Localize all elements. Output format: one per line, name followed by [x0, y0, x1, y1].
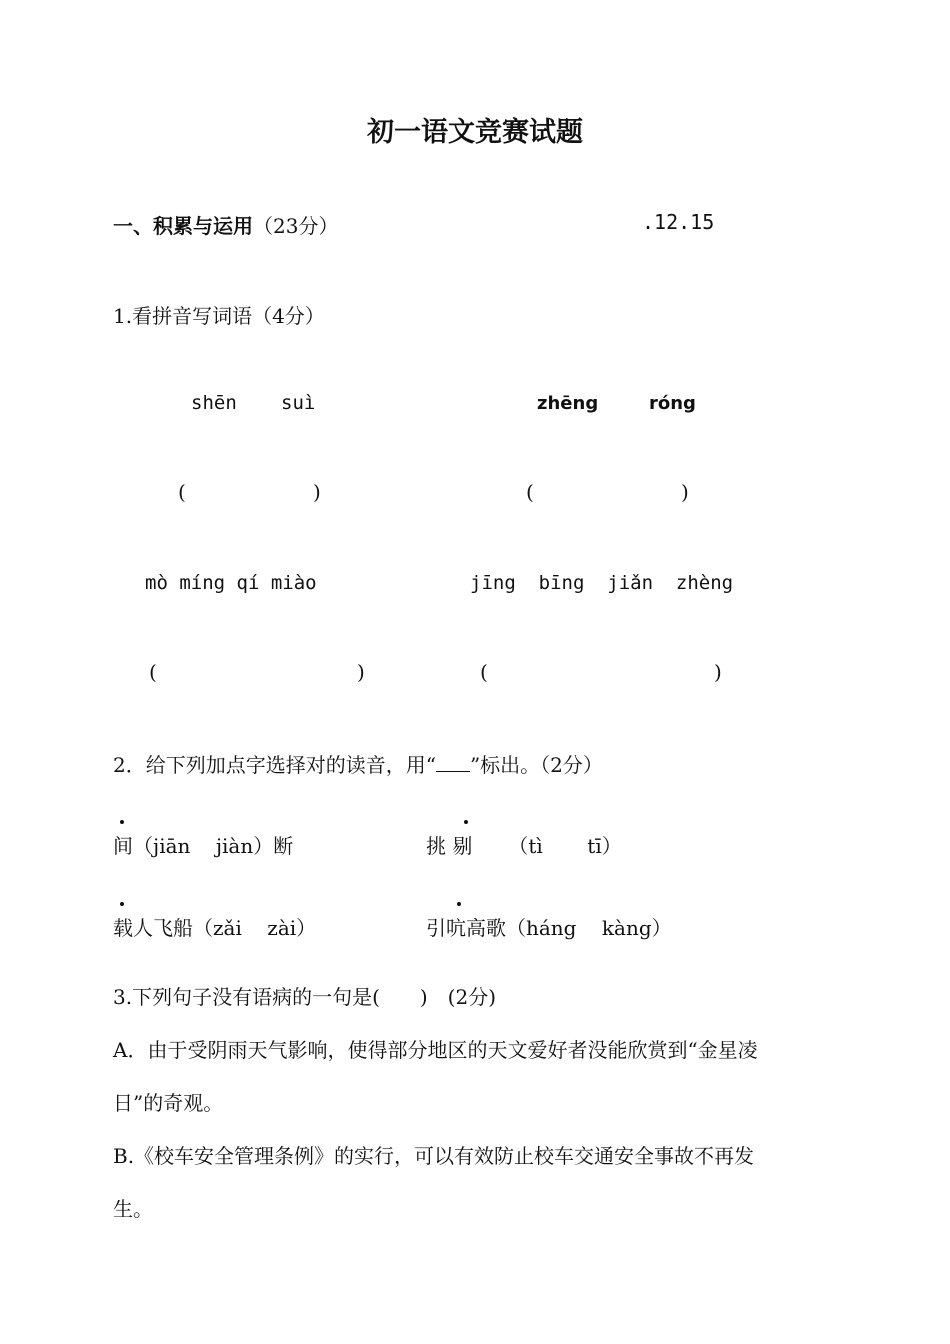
emphasis-dot — [120, 902, 124, 906]
page-title: 初一语文竞赛试题 — [367, 117, 583, 148]
answer-paren-open: ( — [149, 660, 157, 684]
answer-paren-open: ( — [178, 480, 186, 504]
pinyin-mo-ming-qi-miao: mò míng qí miào — [145, 572, 317, 594]
q2-item-3 — [113, 912, 316, 941]
answer-paren-open: ( — [526, 480, 534, 504]
exam-date: .12.15 — [642, 210, 715, 234]
q2-item-3-options: （zǎi zài） — [193, 916, 317, 940]
option-a-line1: A．由于受阴雨天气影响，使得部分地区的天文爱好者没能欣赏到“金星凌 — [113, 1038, 758, 1062]
question-2-label — [113, 749, 603, 778]
q2-item-1-options: （jiān jiàn）断 — [133, 834, 294, 858]
pinyin-rong: róng — [649, 393, 696, 414]
option-b-line2: 生。 — [113, 1197, 153, 1221]
option-b-line1: B.《校车安全管理条例》的实行，可以有效防止校车交通安全事故不再发 — [113, 1144, 755, 1168]
emphasis-dot — [120, 820, 124, 824]
emphasis-dot — [457, 902, 461, 906]
section-title: 一、积累与运用 — [113, 214, 253, 238]
question-2-label-end: ”标出。（2分） — [469, 753, 603, 777]
q2-item-2-word: 挑 剔 — [426, 834, 473, 858]
q2-item-4-options: （háng kàng） — [506, 916, 672, 940]
q2-item-3-word: 载人飞船 — [113, 916, 193, 940]
answer-paren-close: ) — [681, 480, 689, 504]
answer-paren-close: ) — [357, 660, 365, 684]
q2-item-1 — [113, 830, 293, 859]
emphasis-dot — [464, 820, 468, 824]
question-2-label-start: 2．给下列加点字选择对的读音，用“ — [113, 753, 436, 777]
section-points: （23分） — [253, 214, 339, 238]
q2-item-4-word: 引吭高歌 — [426, 916, 506, 940]
answer-paren-close: ) — [313, 480, 321, 504]
q2-item-1-word: 间 — [113, 834, 133, 858]
pinyin-zheng: zhēng — [537, 393, 599, 414]
option-a-line2: 日”的奇观。 — [113, 1091, 224, 1115]
pinyin-jing-bing-jian-zheng: jīng bīng jiǎn zhèng — [470, 572, 734, 594]
question-1-label: 1.看拼音写词语（4分） — [113, 304, 325, 328]
underline-mark-sample — [436, 753, 470, 772]
q2-item-4 — [426, 912, 672, 941]
answer-paren-open: ( — [480, 660, 488, 684]
pinyin-sui: suì — [281, 392, 316, 414]
pinyin-shen: shēn — [191, 392, 237, 414]
section-heading — [113, 210, 338, 239]
q2-item-2-options: （tì tī） — [508, 834, 622, 858]
question-3-label: 3.下列句子没有语病的一句是( ) (2分) — [113, 985, 497, 1009]
answer-paren-close: ) — [714, 660, 722, 684]
q2-item-2 — [426, 830, 622, 859]
